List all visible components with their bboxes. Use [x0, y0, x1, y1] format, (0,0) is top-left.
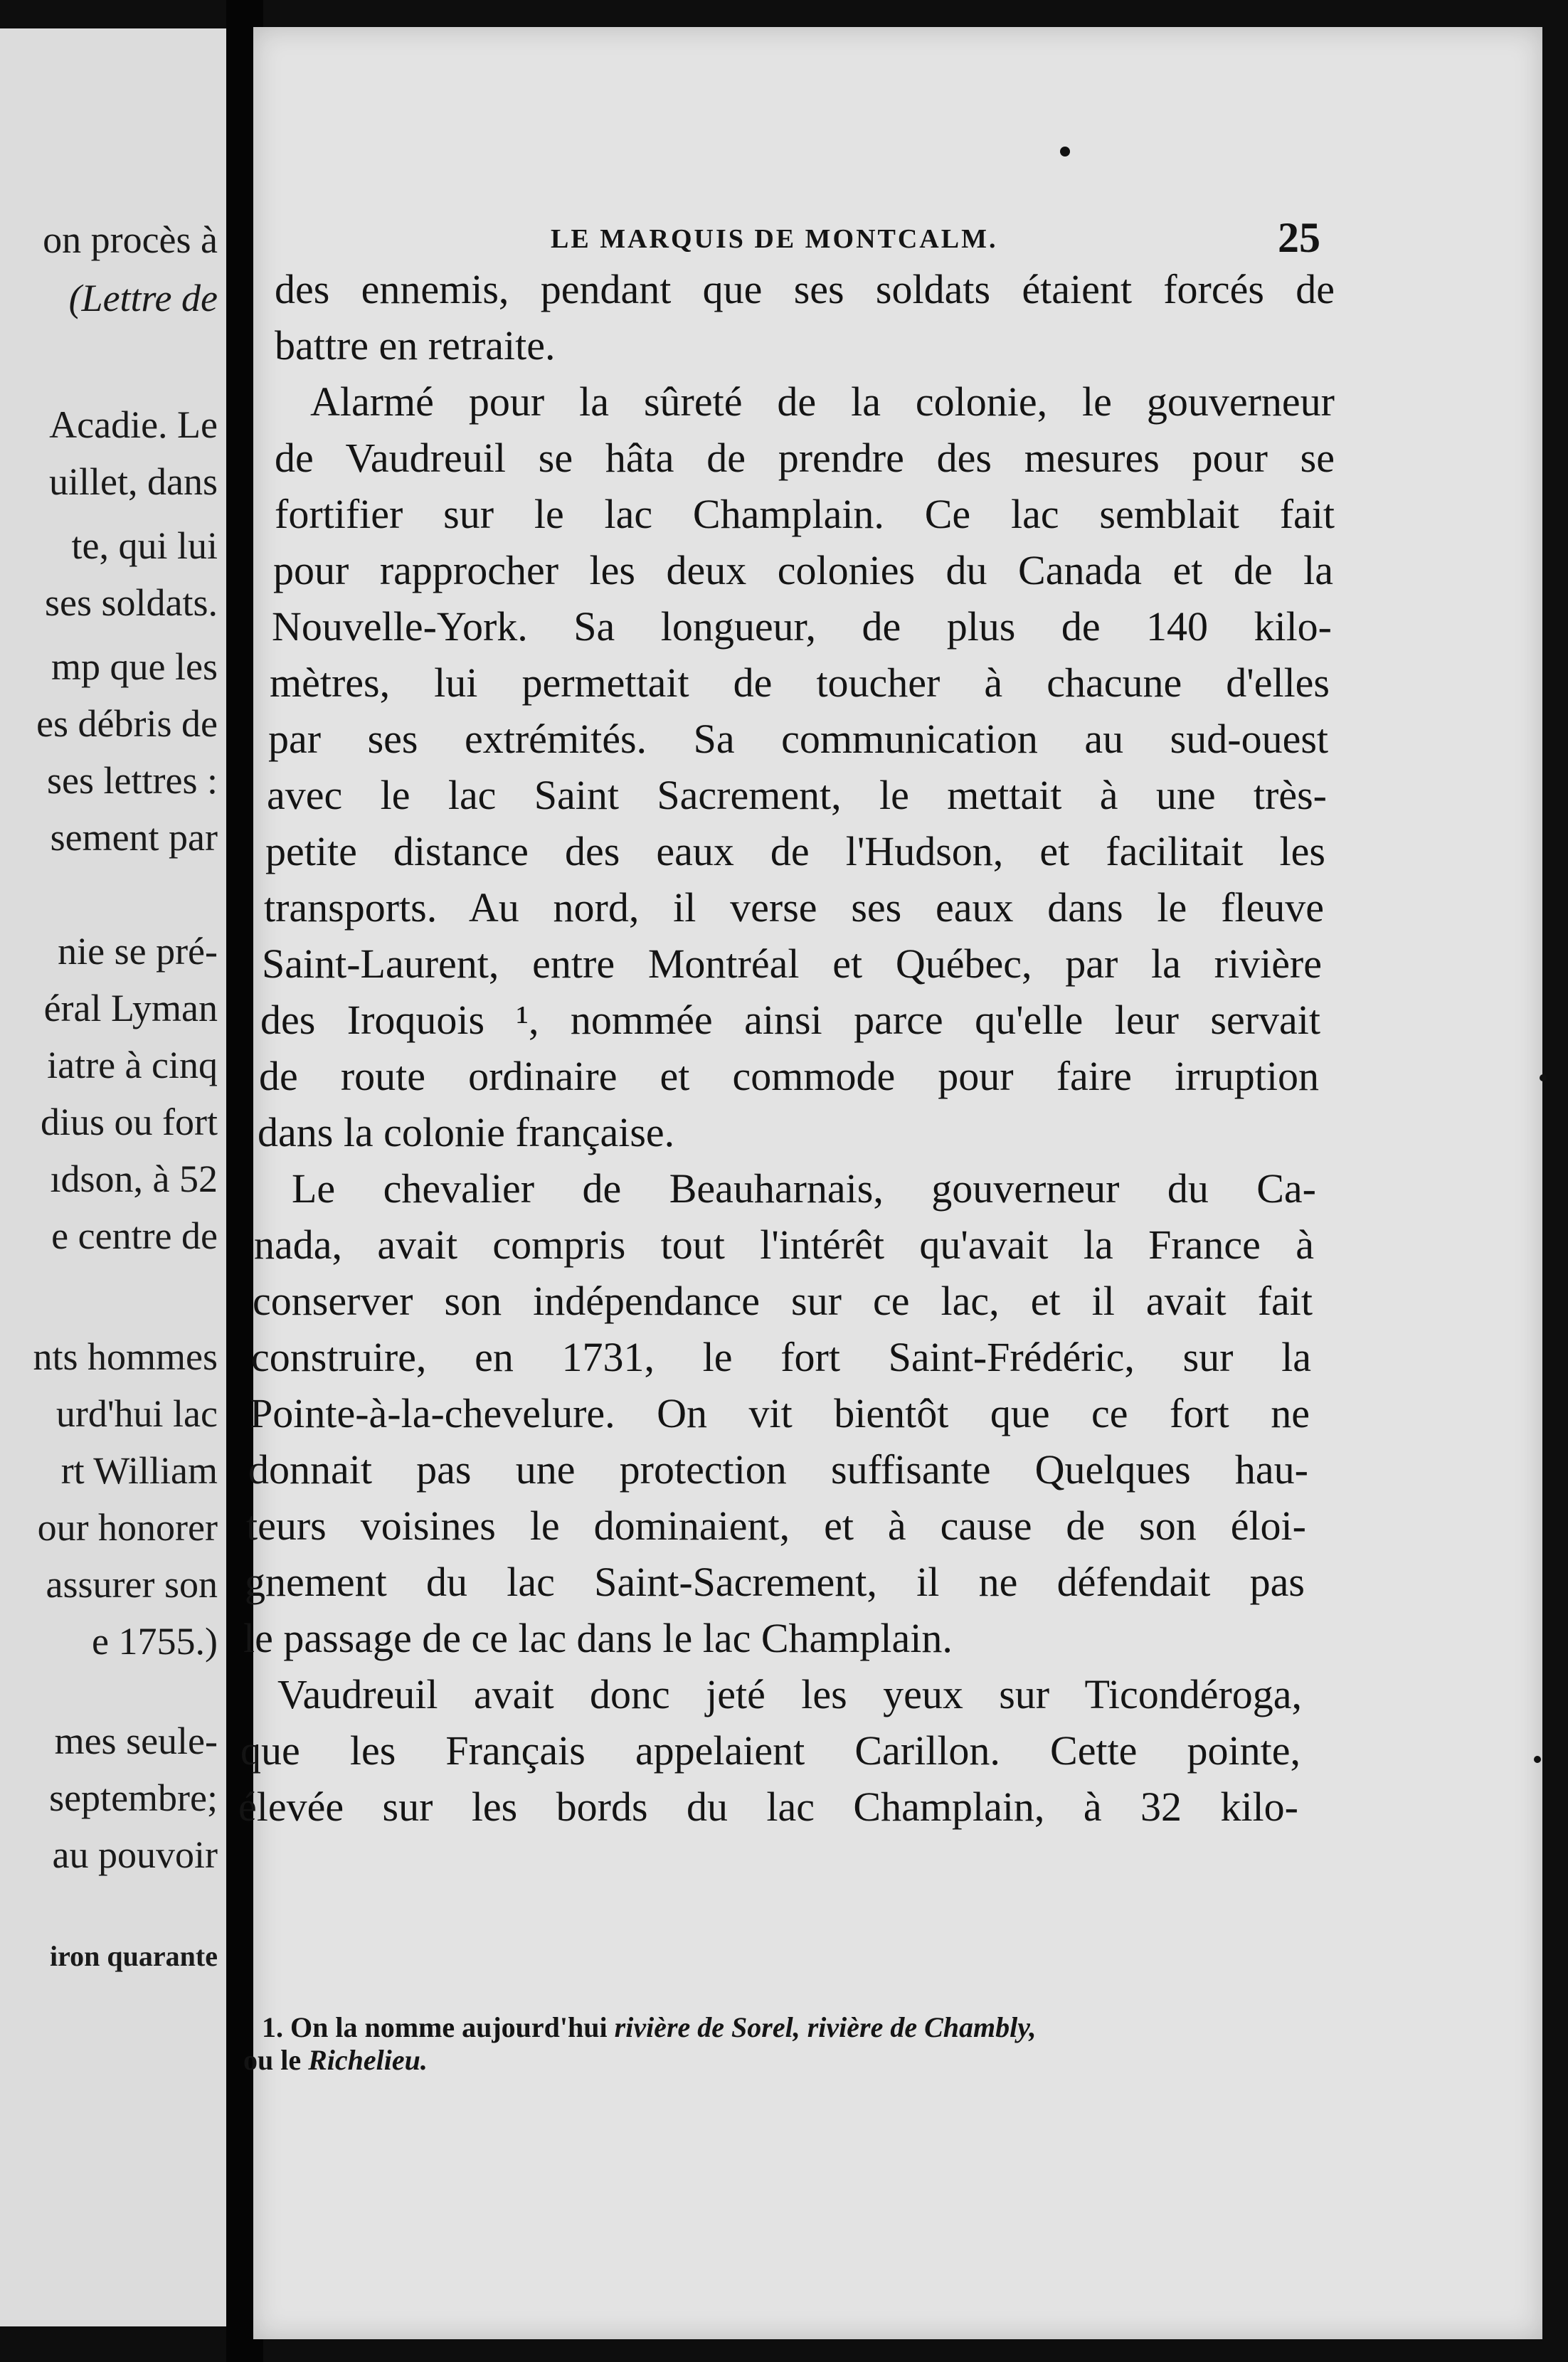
- body-line: battre en retraite.: [275, 322, 556, 369]
- body-line: Vaudreuil avait donc jeté les yeux sur Ticondéroga,: [277, 1671, 1302, 1717]
- body-line: des ennemis, pendant que ses soldats étaient forcés de: [275, 266, 1335, 312]
- left-page-line: septembre;: [49, 1776, 218, 1819]
- left-page-line: te, qui lui: [71, 524, 218, 567]
- left-page-line: uillet, dans: [49, 460, 218, 503]
- left-page-line: sement par: [50, 816, 218, 859]
- left-page-line: e 1755.): [92, 1620, 218, 1663]
- body-line: mètres, lui permettait de toucher à chacune d'elles: [270, 660, 1330, 706]
- body-line: Saint-Laurent, entre Montréal et Québec, par la rivière: [262, 941, 1322, 987]
- left-page-fragment: [0, 28, 226, 2326]
- body-line: avec le lac Saint Sacrement, le mettait à une très-: [267, 772, 1327, 818]
- footnote-line-2: [243, 2043, 428, 2077]
- body-line: des Iroquois ¹, nommée ainsi parce qu'elle leur servait: [260, 997, 1320, 1043]
- right-page: [238, 27, 1542, 2339]
- footnote-line-1-text: 1. On la nomme aujourd'hui: [262, 2011, 615, 2043]
- left-page-line: urd'hui lac: [55, 1392, 218, 1435]
- left-page-line: ses lettres :: [47, 759, 218, 802]
- left-page-line: on procès à: [43, 218, 218, 261]
- left-page-line: nie se pré-: [58, 930, 218, 973]
- body-line: Nouvelle-York. Sa longueur, de plus de 140 kilo-: [272, 603, 1332, 650]
- body-line: élevée sur les bords du lac Champlain, à 32 kilo-: [238, 1784, 1298, 1830]
- body-line: le passage de ce lac dans le lac Champlain.: [243, 1615, 953, 1661]
- left-page-line: dius ou fort: [41, 1101, 218, 1143]
- body-line: Pointe-à-la-chevelure. On vit bientôt que ce fort ne: [250, 1390, 1310, 1436]
- edge-mark: [1534, 1756, 1541, 1763]
- body-line: Alarmé pour la sûreté de la colonie, le gouverneur: [310, 378, 1335, 425]
- body-line: conserver son indépendance sur ce lac, et il avait fait: [253, 1278, 1313, 1324]
- body-line: donnait pas une protection suffisante Quelques hau-: [248, 1446, 1308, 1493]
- left-page-line: mp que les: [51, 645, 218, 688]
- footnote-line-1-italic: rivière de Sorel, rivière de Chambly,: [614, 2011, 1037, 2043]
- page-header: [253, 213, 1542, 270]
- left-page-line: our honorer: [37, 1506, 218, 1549]
- printer-dot: [1060, 147, 1070, 157]
- edge-mark: [1540, 1074, 1547, 1081]
- left-page-line: au pouvoir: [52, 1833, 218, 1876]
- left-page-line: iron quarante: [50, 1940, 218, 1972]
- body-line: Le chevalier de Beauharnais, gouverneur du Ca-: [292, 1165, 1316, 1212]
- body-line: par ses extrémités. Sa communication au sud-ouest: [268, 716, 1328, 762]
- running-title: LE MARQUIS DE MONTCALM.: [551, 224, 998, 254]
- footnote-line-2-italic: Richelieu.: [308, 2044, 428, 2076]
- body-line: de Vaudreuil se hâta de prendre des mesures pour se: [275, 435, 1335, 481]
- body-line: transports. Au nord, il verse ses eaux dans le fleuve: [264, 884, 1324, 931]
- left-page-line: (Lettre de: [68, 277, 218, 319]
- left-page-line: Acadie. Le: [49, 403, 218, 446]
- left-page-line: e centre de: [51, 1214, 218, 1257]
- left-page-line: ıdson, à 52: [50, 1158, 218, 1200]
- left-page-line: es débris de: [36, 702, 218, 745]
- body-line: nada, avait compris tout l'intérêt qu'avait la France à: [254, 1222, 1314, 1268]
- body-line: pour rapprocher les deux colonies du Canada et de la: [273, 547, 1333, 593]
- body-line: construire, en 1731, le fort Saint-Frédéric, sur la: [251, 1334, 1311, 1380]
- left-page-line: rt William: [60, 1449, 218, 1492]
- left-page-line: iatre à cinq: [47, 1044, 218, 1086]
- left-page-line: éral Lyman: [43, 987, 218, 1029]
- page-number: 25: [1278, 214, 1320, 261]
- body-line: petite distance des eaux de l'Hudson, et facilitait les: [265, 828, 1325, 874]
- body-line: gnement du lac Saint-Sacrement, il ne défendait pas: [245, 1559, 1305, 1605]
- left-page-line: assurer son: [46, 1563, 218, 1606]
- body-line: teurs voisines le dominaient, et à cause de son éloi-: [246, 1503, 1306, 1549]
- footnote-line-2-text: ou le: [243, 2044, 309, 2076]
- body-line: que les Français appelaient Carillon. Cette pointe,: [240, 1727, 1301, 1774]
- left-page-line: nts hommes: [33, 1335, 218, 1378]
- body-line: dans la colonie française.: [258, 1109, 675, 1155]
- body-line: fortifier sur le lac Champlain. Ce lac semblait fait: [275, 491, 1335, 537]
- footnote-line-1: [262, 2011, 1037, 2044]
- left-page-line: mes seule-: [54, 1720, 218, 1762]
- left-page-line: ses soldats.: [45, 581, 218, 624]
- body-line: de route ordinaire et commode pour faire irruption: [259, 1053, 1319, 1099]
